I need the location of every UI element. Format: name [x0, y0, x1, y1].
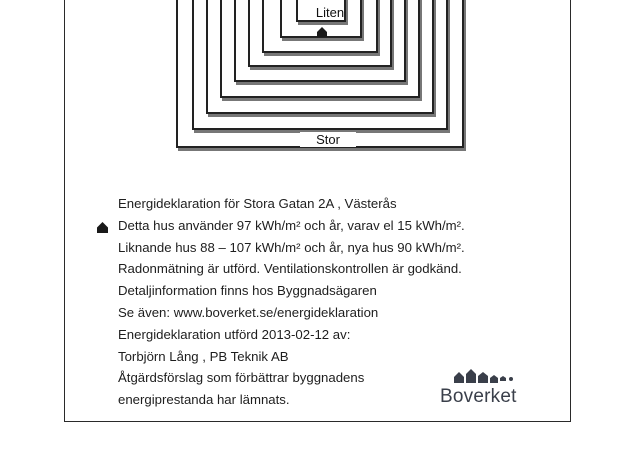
performed-line: Energideklaration utförd 2013-02-12 av:: [118, 326, 351, 342]
details-line: Detaljinformation finns hos Byggnadsägaren: [118, 283, 377, 299]
measures-line-2: energiprestanda har lämnats.: [118, 392, 290, 408]
see-also-link[interactable]: Se även: www.boverket.se/energideklaration: [118, 304, 379, 320]
boverket-logo: [436, 366, 526, 410]
houses-logo-icon: [452, 368, 516, 384]
house-bullet-icon: [96, 221, 109, 234]
logo-text: Boverket: [440, 386, 517, 407]
author-line: Torbjörn Lång , PB Teknik AB: [118, 348, 289, 364]
scale-label-large: Stor: [300, 132, 356, 147]
house-marker-icon: [316, 26, 328, 38]
radon-line: Radonmätning är utförd. Ventilationskontrollen är godkänd.: [118, 261, 462, 277]
scale-label-small: Liten: [315, 5, 345, 20]
usage-line: Detta hus använder 97 kWh/m² och år, varav el 15 kWh/m².: [118, 217, 465, 233]
comparison-line: Liknande hus 88 – 107 kWh/m² och år, nya hus 90 kWh/m².: [118, 239, 465, 255]
measures-line-1: Åtgärdsförslag som förbättrar byggnadens: [118, 370, 365, 386]
declaration-title: Energideklaration för Stora Gatan 2A , Västerås: [118, 196, 397, 211]
